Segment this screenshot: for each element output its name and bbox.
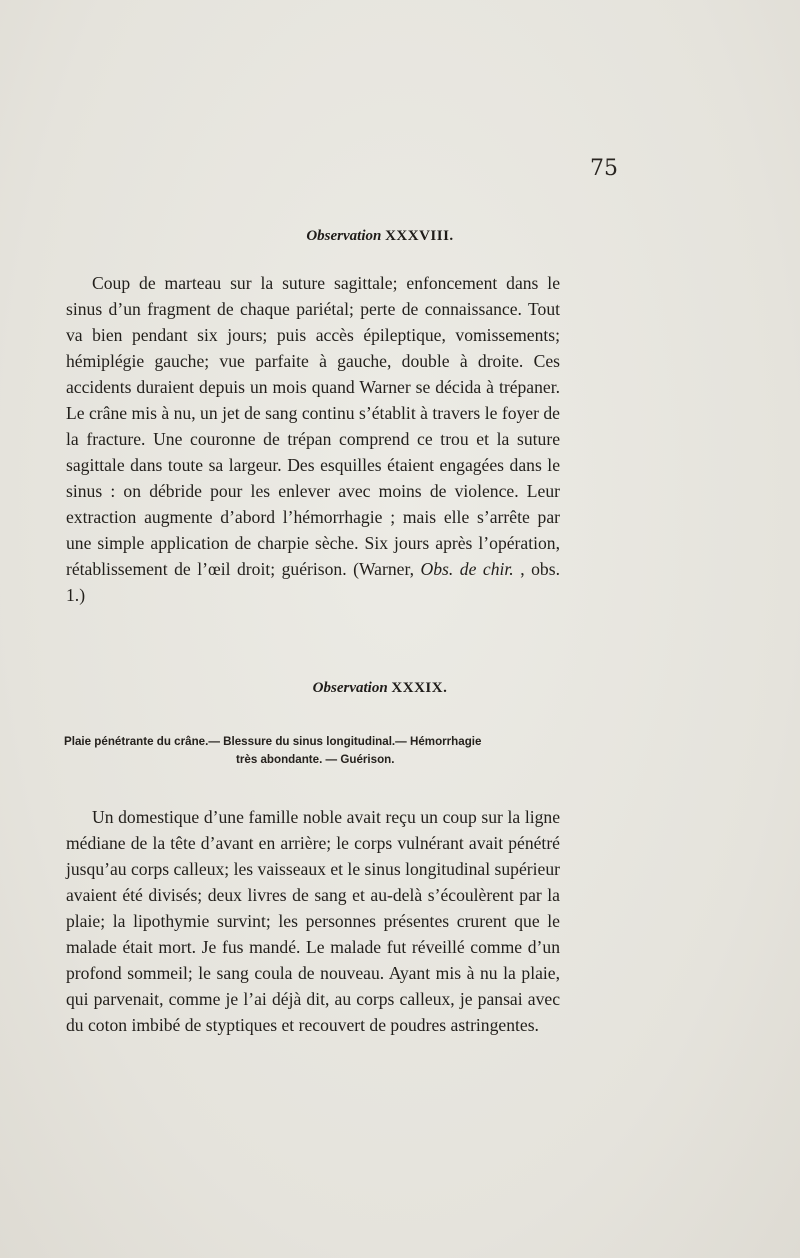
summary-line: Plaie pénétrante du crâne.— Blessure du sinus longitudinal.— Hémorrhagie [64, 735, 482, 748]
observation-label: Observation [312, 680, 388, 696]
observation-label: Observation [306, 228, 382, 244]
observation-39-body [66, 804, 560, 1038]
citation-title: Obs. de chir. [420, 559, 514, 579]
observation-38-body [66, 270, 560, 608]
observation-38-heading [0, 228, 760, 245]
observation-39-heading [0, 680, 760, 697]
observation-38-paragraph: Coup de marteau sur la suture sagittale; enfoncement dans le sinus d’un fragment de chaque pariétal; perte de connaissance. Tout va bien pendant six jours; puis accès épileptique, vomissements; hémiplégie gauche; vue parfaite à gauche, double à droite. Ces accidents duraient depuis un mois quand Warner se décida à trépaner. Le crâne mis à nu, un jet de sang continu s’établit à travers le foyer de la fracture. Une couronne de trépan comprend ce trou et la suture sagittale dans toute sa largeur. Des esquilles étaient engagées dans le sinus : on débride pour les enlever avec moins de violence. Leur extraction augmente d’abord l’hémorrhagie ; mais elle s’arrête par une simple application de charpie sèche. Six jours après l’opération, rétablissement de l’œil droit; guérison. (Warner, Obs. de chir. , obs. 1.) [66, 273, 560, 605]
observation-39-summary [64, 733, 564, 769]
observation-39-paragraph: Un domestique d’une famille noble avait reçu un coup sur la ligne médiane de la tête d’avant en arrière; le corps vulnérant avait pénétré jusqu’au corps calleux; les vaisseaux et le sinus longitudinal supérieur avaient été divisés; deux livres de sang et au-delà s’écoulèrent par la plaie; la lipothymie survint; les personnes présentes crurent que le malade était mort. Je fus mandé. Le malade fut réveillé comme d’un profond sommeil; le sang coula de nouveau. Ayant mis à nu la plaie, qui parvenait, comme je l’ai déjà dit, au corps calleux, je pansai avec du coton imbibé de styptiques et recouvert de poudres astringentes. [66, 807, 560, 1035]
observation-number: XXXIX. [391, 680, 448, 696]
summary-line: très abondante. — Guérison. [236, 753, 395, 766]
page-number: 75 [590, 156, 618, 181]
observation-number: XXXVIII. [385, 228, 454, 244]
